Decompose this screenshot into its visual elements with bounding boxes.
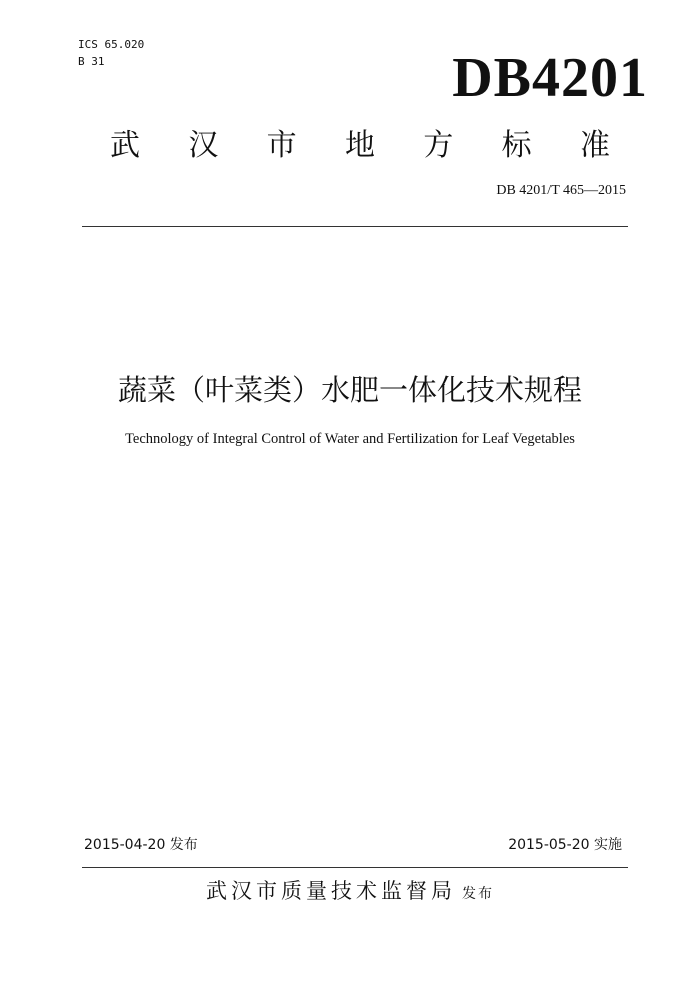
title-english: Technology of Integral Control of Water and Fertilization for Leaf Vegetables bbox=[125, 431, 575, 447]
top-divider bbox=[82, 226, 628, 227]
release-date: 2015-04-20 发布 bbox=[84, 837, 198, 853]
standard-type-char: 方 bbox=[423, 128, 454, 163]
standard-type bbox=[110, 126, 610, 166]
classification-codes bbox=[78, 36, 144, 70]
standard-type-char: 标 bbox=[501, 128, 532, 163]
bottom-divider bbox=[82, 867, 628, 868]
standard-type-char: 地 bbox=[344, 128, 375, 163]
implement-date: 2015-05-20 实施 bbox=[508, 837, 622, 853]
standard-type-char: 市 bbox=[266, 128, 297, 163]
standard-type-char: 武 bbox=[110, 128, 140, 163]
title-chinese: 蔬菜（叶菜类）水肥一体化技术规程 bbox=[117, 373, 582, 407]
standard-type-char: 汉 bbox=[188, 128, 219, 163]
ics-code: ICS 65.020 bbox=[78, 38, 145, 51]
standard-code: DB4201 bbox=[452, 47, 648, 109]
standard-number: DB 4201/T 465—2015 bbox=[496, 183, 626, 198]
issuer-name: 武汉市质量技术监督局 bbox=[206, 879, 456, 903]
issuer-suffix: 发布 bbox=[462, 886, 494, 902]
ccs-code: B 31 bbox=[78, 55, 105, 68]
standard-type-char: 准 bbox=[579, 128, 610, 163]
issuer bbox=[0, 876, 700, 906]
